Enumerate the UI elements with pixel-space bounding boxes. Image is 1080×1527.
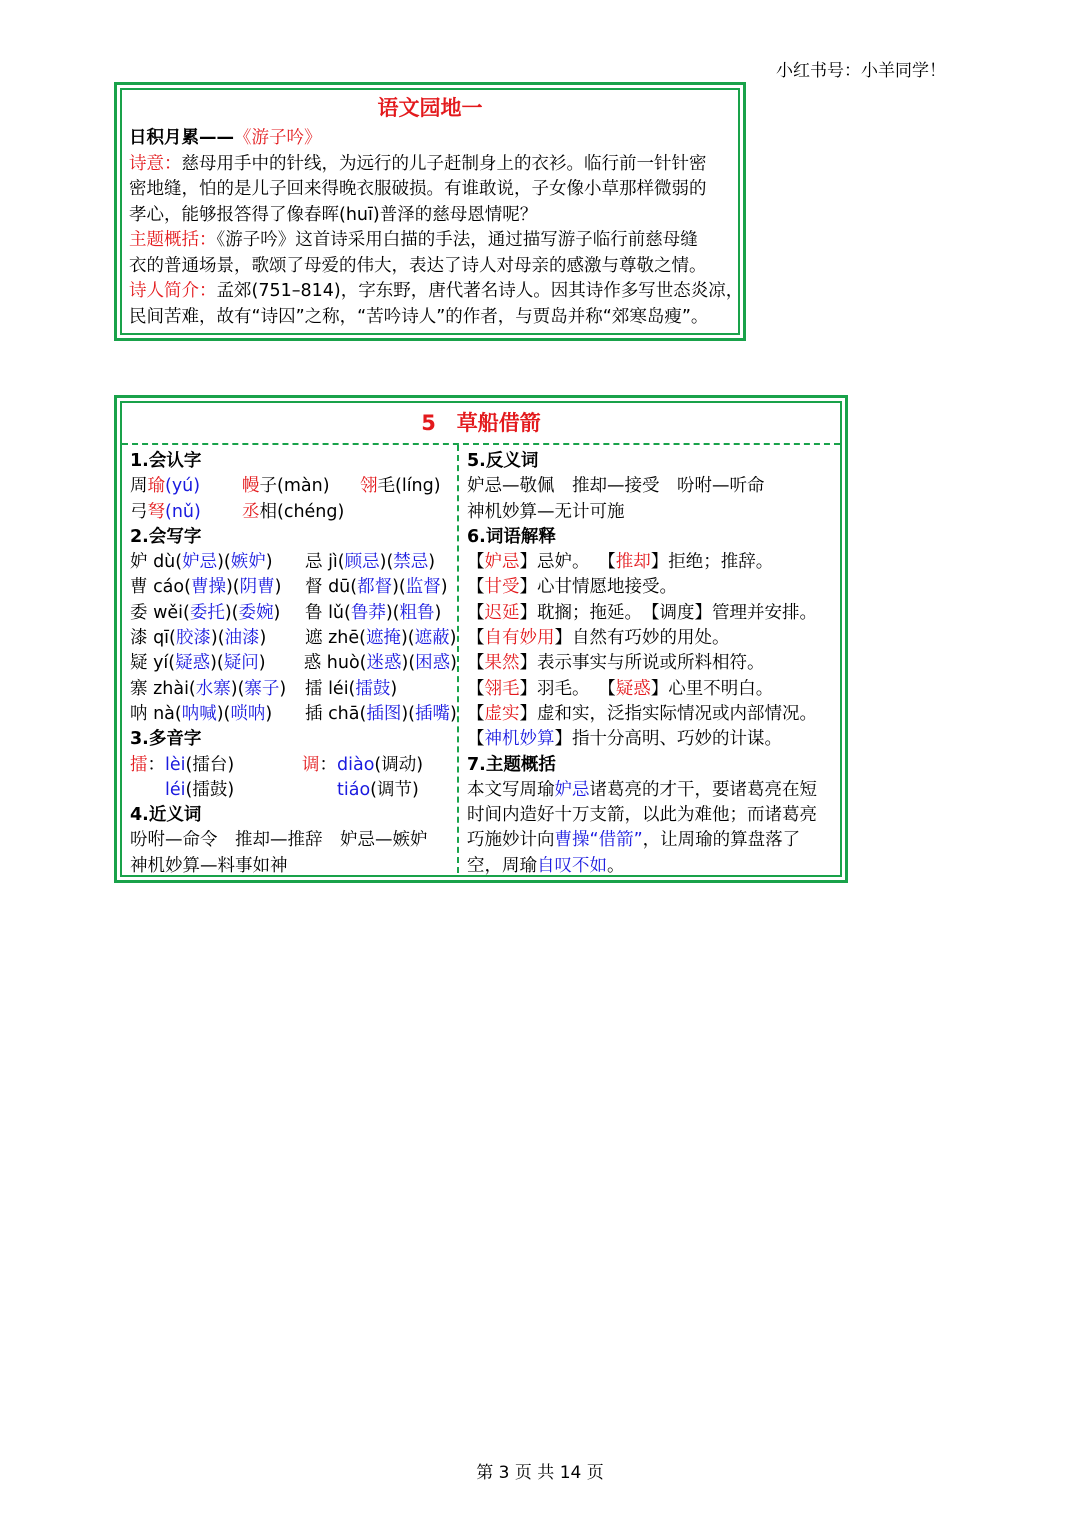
shiren-line-1 [129, 279, 744, 305]
duoyin-row: 擂：lèi(擂台) 调：diào(调动) [130, 754, 424, 775]
ciyu-row: 【 自有妙用 】 自然有巧妙的用处。 [467, 626, 840, 651]
shiyi-text: 慈母用手中的针线，为远行的儿子赶制身上的衣衫。临行前一针针密 [181, 153, 707, 174]
ciyu-definition: 心里不明白。 [668, 678, 774, 699]
ciyu-term: 自有妙用 [484, 628, 555, 649]
section-zhutigaikuo: 7.主题概括 [467, 754, 556, 775]
ciyu-term: 虚实 [484, 703, 520, 724]
xiezi-entry: 委 wěi(委托)(委婉) [130, 602, 281, 623]
ciyu-definition: 耽搁；拖延。 [537, 602, 642, 623]
ciyu-term: 疑惑 [615, 678, 651, 699]
rijiyuelei-line [129, 126, 731, 152]
xiezi-entry: 呐 nà(呐喊)(唢呐) [130, 703, 273, 724]
xiezi-list [130, 550, 457, 727]
shiren-text: 孟郊(751–814)，字东野，唐代著名诗人。因其诗作多写世态炎凉， [216, 281, 744, 301]
xiezi-entry: 妒 dù(妒忌)(嫉妒) [130, 552, 273, 573]
rijiyuelei-label: 日积月累—— [129, 128, 234, 148]
jinyi-line: 吩咐—命令 推却—推辞 妒忌—嫉妒 [130, 830, 428, 851]
shiyi-line-2: 密地缝，怕的是儿子回来得晚衣服破损。有谁敢说，子女像小草那样微弱的 [129, 179, 707, 199]
xiezi-entry: 遮 zhē(遮掩)(遮蔽) [305, 628, 457, 649]
xiezi-entry: 插 chā(插图)(插嘴) [305, 703, 457, 724]
ciyu-term: 甘受 [484, 577, 520, 598]
section-ciyujieshi: 6.词语解释 [467, 526, 556, 547]
xiezi-row [130, 626, 457, 651]
zhuti-line-2: 衣的普通场景，歌颂了母爱的伟大，表达了诗人对母亲的感激与尊敬之情。 [129, 255, 707, 276]
page-footer: 第 3 页 共 14 页 [476, 1463, 604, 1483]
card-inner [120, 88, 744, 335]
ciyu-term: 推却 [615, 552, 651, 573]
shiyi-line-1 [129, 152, 731, 178]
xiezi-entry: 擂 léi(擂鼓) [305, 678, 398, 699]
renzi-row: 周瑜(yú) 幔子(màn) 翎毛(líng) [130, 476, 441, 497]
ciyu-row: 【 虚实 】 虚和实，泛指实际情况或内部情况。 [467, 702, 840, 727]
ciyu-definition: 拒绝；推辞。 [668, 552, 774, 573]
xiezi-entry: 督 dū(都督)(监督) [305, 577, 448, 598]
section-duoyinzi: 3.多音字 [130, 729, 202, 750]
poem-title: 《游子吟》 [234, 128, 322, 148]
renzi-row: 弓弩(nǔ) 丞相(chéng) [130, 501, 345, 522]
ciyu-row: 【 妒忌 】 忌妒。 【 推却 】 拒绝；推辞。 [467, 550, 840, 575]
header-note: 小红书号：小羊同学！ [776, 61, 946, 81]
ciyu-term: 翎毛 [484, 678, 520, 699]
shiren-label: 诗人简介： [129, 281, 217, 301]
ciyu-row: 【 神机妙算 】 指十分高明、巧妙的计谋。 [467, 727, 840, 752]
ciyu-definition: 表示事实与所说或所料相符。 [537, 653, 765, 674]
zhuti-line: 本文写周瑜 妒忌 诸葛亮的才干，要诸葛亮在短 [467, 779, 817, 800]
zhuti-label: 主题概括： [129, 230, 217, 250]
shiyi-label: 诗意： [129, 153, 182, 174]
xiezi-row [130, 651, 457, 676]
ciyu-definition: 忌妒。 [537, 552, 599, 573]
fanyi-line: 妒忌—敬佩 推却—接受 吩咐—听命 [467, 476, 765, 497]
xiezi-entry: 忌 jì(顾忌)(禁忌) [305, 552, 436, 573]
ciyu-list [467, 550, 840, 752]
fanyi-line: 神机妙算—无计可施 [467, 501, 625, 522]
zhuti-line: 时间内造好十万支箭，以此为难他；而诸葛亮 [467, 805, 817, 826]
ciyu-definition: 自然有巧妙的用处。 [572, 628, 730, 649]
ciyu-term: 神机妙算 [484, 729, 555, 750]
card-yuwen-yuandi [114, 82, 746, 341]
zhuti-line-1 [129, 228, 731, 254]
ciyu-row: 【 甘受 】 心甘情愿地接受。 [467, 575, 840, 600]
card-inner [120, 401, 842, 877]
ciyu-definition: 管理并安排。 [712, 602, 817, 623]
ciyu-row: 【 果然 】 表示事实与所说或所料相符。 [467, 651, 840, 676]
xiezi-entry: 曹 cáo(曹操)(阴曹) [130, 577, 282, 598]
shiyi-line-3: 孝心，能够报答得了像春晖(huī)普泽的慈母恩情呢？ [129, 204, 538, 225]
ciyu-definition: 心甘情愿地接受。 [537, 577, 677, 598]
zhuti-text: 《游子吟》这首诗采用白描的手法，通过描写游子临行前慈母缝 [216, 230, 698, 250]
xiezi-entry: 寨 zhài(水寨)(寨子) [130, 678, 287, 699]
ciyu-term: 迟延 [484, 602, 520, 623]
section-fanyici: 5.反义词 [467, 451, 539, 471]
ciyu-row: 【 迟延 】 耽搁；拖延。 【 调度 】 管理并安排。 [467, 601, 840, 626]
ciyu-definition: 指十分高明、巧妙的计谋。 [572, 729, 782, 750]
ciyu-term: 调度 [659, 602, 695, 623]
ciyu-term: 妒忌 [484, 552, 520, 573]
xiezi-row [130, 601, 457, 626]
zhuti-line: 空，周瑜 自叹不如 。 [467, 855, 625, 876]
xiezi-entry: 鲁 lǔ(鲁莽)(粗鲁) [305, 602, 442, 623]
zhuti-line: 巧施妙计向 曹操“借箭” ，让周瑜的算盘落了 [467, 830, 801, 851]
xiezi-entry: 惑 huò(迷惑)(困惑) [303, 653, 457, 674]
xiezi-entry: 疑 yí(疑惑)(疑问) [130, 653, 266, 674]
xiezi-row [130, 702, 457, 727]
ciyu-definition: 虚和实，泛指实际情况或内部情况。 [537, 703, 817, 724]
jinyi-line: 神机妙算—料事如神 [130, 855, 288, 876]
xiezi-entry: 漆 qī(胶漆)(油漆) [130, 628, 267, 649]
shiren-line-2: 民间苦难，故有“诗囚”之称，“苦吟诗人”的作者，与贾岛并称“郊寒岛瘦”。 [129, 306, 709, 327]
right-column [459, 445, 840, 876]
left-column [122, 445, 459, 876]
card-title: 语文园地一 [377, 96, 483, 120]
ciyu-definition: 羽毛。 [537, 678, 599, 699]
xiezi-row [130, 677, 457, 702]
duoyin-row: léi(擂鼓) tiáo(调节) [165, 779, 419, 800]
xiezi-row [130, 550, 457, 575]
section-huixiezi: 2.会写字 [130, 526, 202, 547]
card-caochuan-jiejian [114, 395, 848, 883]
card-title: 5 草船借箭 [421, 411, 541, 435]
section-jinyici: 4.近义词 [130, 805, 202, 826]
ciyu-term: 果然 [484, 653, 520, 674]
ciyu-row: 【 翎毛 】 羽毛。 【 疑惑 】 心里不明白。 [467, 677, 840, 702]
section-huirenzi: 1.会认字 [130, 451, 202, 471]
xiezi-row [130, 575, 457, 600]
